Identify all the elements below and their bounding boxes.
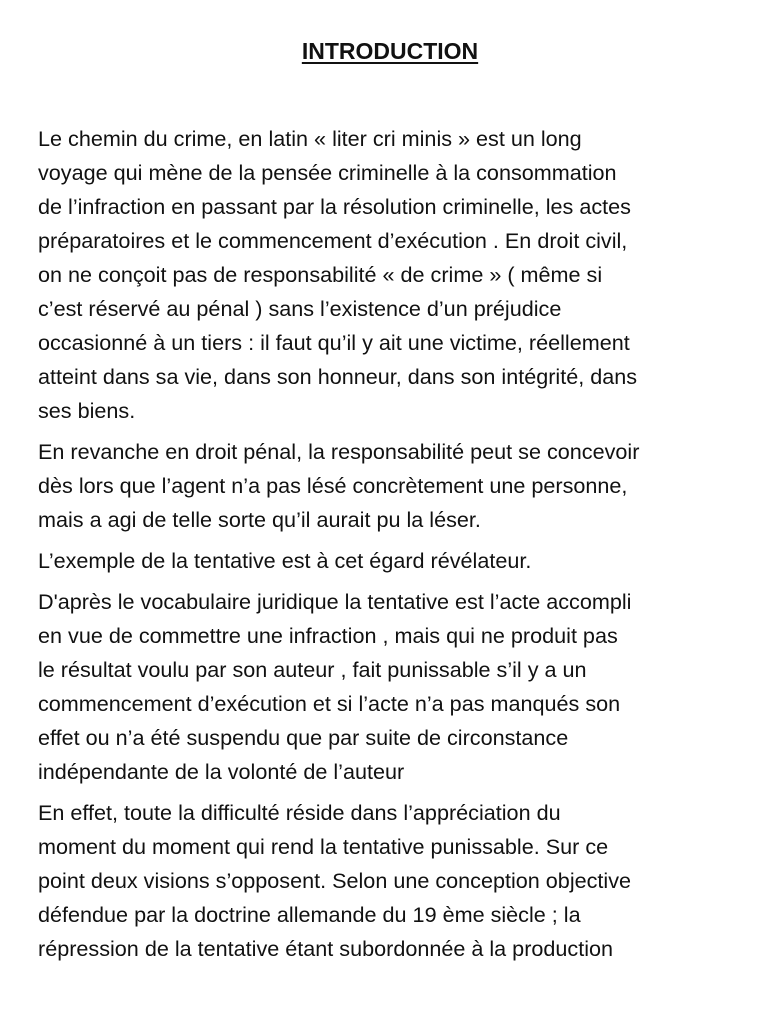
document-title: INTRODUCTION xyxy=(301,38,479,64)
paragraph-4: D'après le vocabulaire juridique la tentative est l’acte accompli en vue de commettre une infraction , mais qui ne produit pas le résultat voulu par son auteur , fait punissable s’il y a un commencement d’exécution et si l’acte n’a pas manqués son effet ou n’a été suspendu que par suite de circonstance indépendante de la volonté de l’auteur xyxy=(38,589,632,784)
document-body xyxy=(38,122,738,966)
paragraph-1: Le chemin du crime, en latin « liter cri minis » est un long voyage qui mène de la pensée criminelle à la consommation de l’infraction en passant par la résolution criminelle, les actes préparatoires et le commencement d’exécution . En droit civil, on ne conçoit pas de responsabilité « de crime » ( même si c’est réservé au pénal ) sans l’existence d’un préjudice occasionné à un tiers : il faut qu’il y ait une victime, réellement atteint dans sa vie, dans son honneur, dans son intégrité, dans ses biens. xyxy=(38,126,638,423)
paragraph-2: En revanche en droit pénal, la responsabilité peut se concevoir dès lors que l’agent n’a pas lésé concrètement une personne, mais a agi de telle sorte qu’il aurait pu la léser. xyxy=(38,439,640,532)
paragraph-3: L’exemple de la tentative est à cet égard révélateur. xyxy=(38,548,532,573)
paragraph-5: En effet, toute la difficulté réside dans l’appréciation du moment du moment qui rend la tentative punissable. Sur ce point deux visions s’opposent. Selon une conception objective défendue par la doctrine allemande du 19 ème siècle ; la répression de la tentative étant subordonnée à la production xyxy=(38,800,632,961)
